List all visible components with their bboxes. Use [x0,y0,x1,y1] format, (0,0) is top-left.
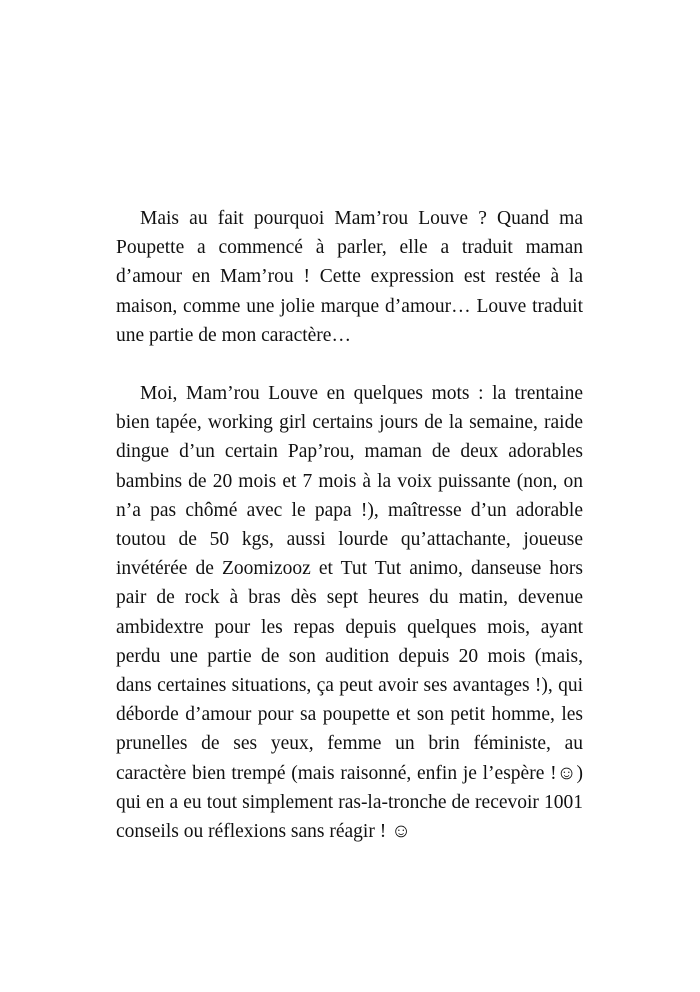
paragraph-intro: Mais au fait pourquoi Mam’rou Louve ? Quand ma Poupette a commencé à parler, elle a traduit maman d’amour en Mam’rou ! Cette expression est restée à la maison, comme une jolie marque d’amour… Louve traduit une partie de mon caractère… [116,208,583,346]
body-text [116,204,583,846]
paragraph-self-description: Moi, Mam’rou Louve en quelques mots : la trentaine bien tapée, working girl certains jours de la semaine, raide dingue d’un certain Pap’rou, maman de deux adorables bambins de 20 mois et 7 mois à la voix puissante (non, on n’a pas chômé avec le papa !), maîtresse d’un adorable toutou de 50 kgs, aussi lourde qu’attachante, joueuse invétérée de Zoomizooz et Tut Tut animo, danseuse hors pair de rock à bras dès sept heures du matin, devenue ambidextre pour les repas depuis quelques mois, ayant perdu une partie de son audition depuis 20 mois (mais, dans certaines situations, ça peut avoir ses avantages !), qui déborde d’amour pour sa poupette et son petit homme, les prunelles de ses yeux, femme un brin féministe, au caractère bien trempé (mais raisonné, enfin je l’espère !☺) qui en a eu tout simplement ras-la-tronche de recevoir 1001 conseils ou réflexions sans réagir ! ☺ [116,383,583,843]
